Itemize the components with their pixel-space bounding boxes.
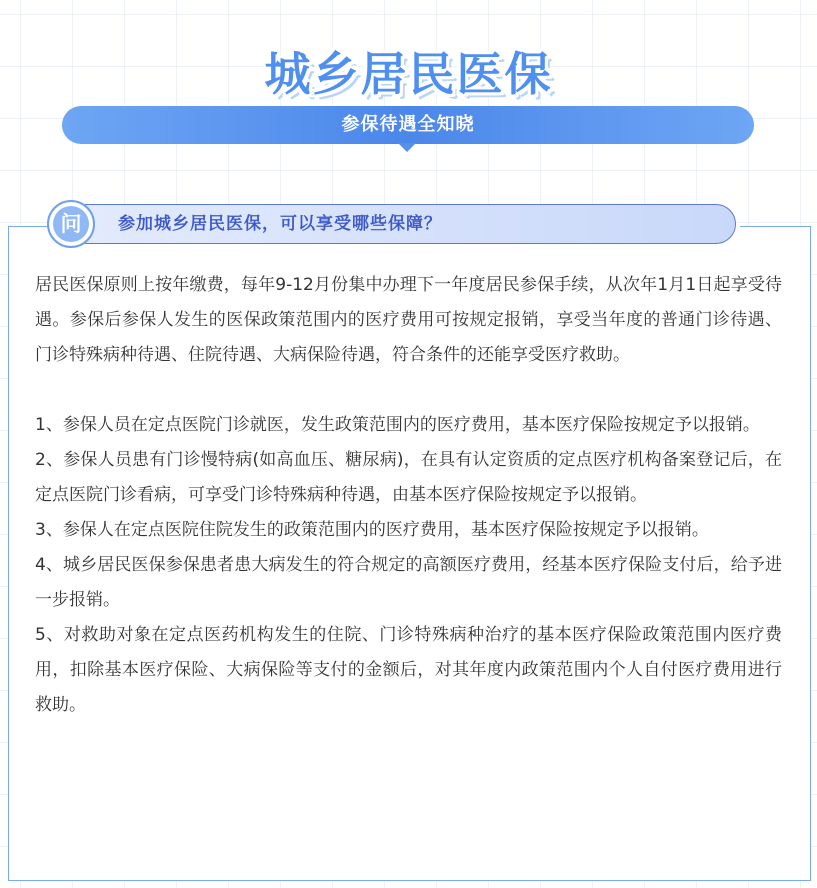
paragraph-gap: [35, 373, 782, 408]
box-border-left-segment: [8, 226, 48, 227]
intro-paragraph: 居民医保原则上按年缴费，每年9-12月份集中办理下一年度居民参保手续，从次年1月1日起享受待遇。参保后参保人发生的医保政策范围内的医疗费用可按规定报销，享受当年度的普通门诊待遇、门诊特殊病种待遇、住院待遇、大病保险待遇，符合条件的还能享受医疗救助。: [35, 275, 782, 365]
question-icon: 问: [53, 206, 89, 242]
list-item: 3、参保人在定点医院住院发生的政策范围内的医疗费用，基本医疗保险按规定予以报销。: [35, 520, 709, 540]
header-area: [0, 0, 817, 210]
main-title: 城乡居民医保: [264, 47, 553, 101]
banner-pointer-icon: [398, 143, 416, 152]
question-text: 参加城乡居民医保，可以享受哪些保障？: [118, 214, 442, 234]
list-item: 5、对救助对象在定点医药机构发生的住院、门诊特殊病种治疗的基本医疗保险政策范围内医疗费用，扣除基本医疗保险、大病保险等支付的金额后，对其年度内政策范围内个人自付医疗费用进行救助。: [35, 625, 782, 715]
subtitle-banner: 参保待遇全知晓: [62, 106, 754, 144]
list-item: 1、参保人员在定点医院门诊就医，发生政策范围内的医疗费用，基本医疗保险按规定予以报销。: [35, 415, 760, 435]
box-border-right-segment: [740, 226, 810, 227]
article-body: [35, 268, 782, 723]
list-item: 2、参保人员患有门诊慢特病(如高血压、糖尿病)，在具有认定资质的定点医疗机构备案登记后，在定点医院门诊看病，可享受门诊特殊病种待遇，由基本医疗保险按规定予以报销。: [35, 450, 782, 505]
list-item: 4、城乡居民医保参保患者患大病发生的符合规定的高额医疗费用，经基本医疗保险支付后，给予进一步报销。: [35, 555, 782, 610]
